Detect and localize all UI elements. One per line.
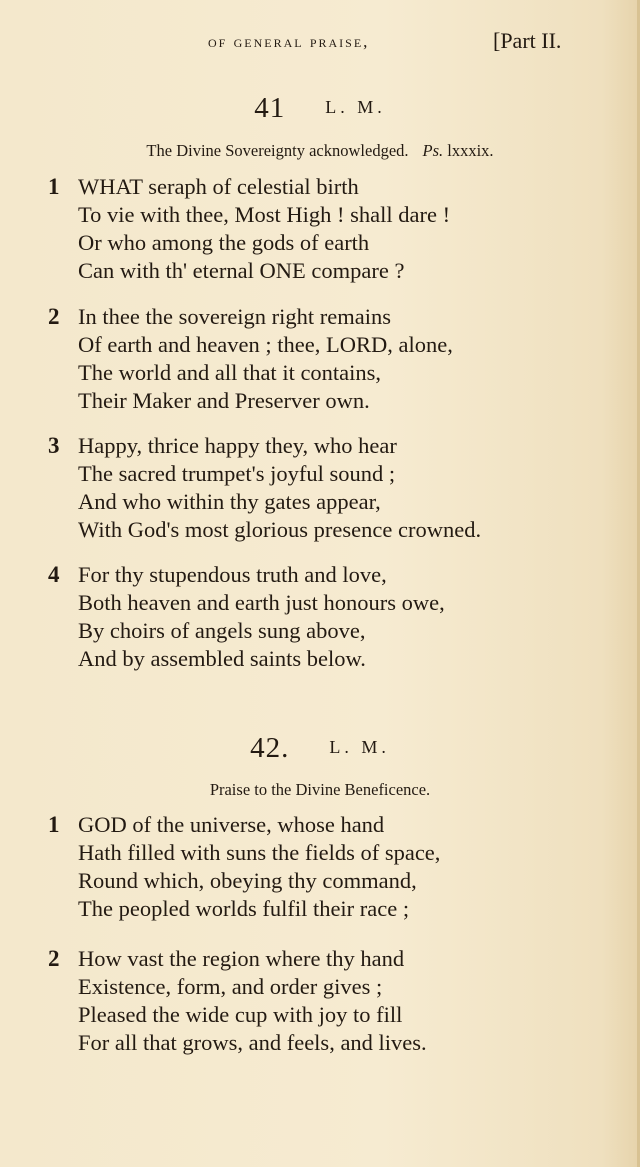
- verse-line: In thee the sovereign right remains: [78, 304, 392, 329]
- verse-line: WHAT seraph of celestial birth: [78, 174, 359, 199]
- verse-line: GOD of the universe, whose hand: [78, 812, 385, 837]
- hymn-heading: [0, 732, 640, 765]
- verse-line: By choirs of angels sung above,: [78, 618, 366, 643]
- verse-line: Can with th' eternal ONE compare ?: [78, 258, 405, 283]
- verse-line: The peopled worlds fulfil their race ;: [78, 896, 410, 921]
- verse-line: For thy stupendous truth and love,: [78, 562, 387, 587]
- verse-line: Existence, form, and order gives ;: [78, 974, 383, 999]
- hymn-title-text: The Divine Sovereignty acknowledged.: [146, 141, 409, 160]
- reference-number: lxxxix.: [447, 141, 494, 160]
- hymn-number: 41: [254, 92, 286, 124]
- hymn-heading: [0, 92, 640, 125]
- stanza-number: 4: [48, 562, 60, 587]
- verse-line: For all that grows, and feels, and lives.: [78, 1030, 427, 1055]
- stanza: [48, 561, 608, 673]
- verse-line: Round which, obeying thy command,: [78, 868, 417, 893]
- verse-line: Both heaven and earth just honours owe,: [78, 590, 445, 615]
- verse-line: The sacred trumpet's joyful sound ;: [78, 461, 396, 486]
- reference-book: Ps.: [422, 141, 444, 160]
- running-head-title: of general praise,: [208, 32, 370, 51]
- verse-line: And by assembled saints below.: [78, 646, 366, 671]
- hymn-meter: L. M.: [325, 97, 386, 117]
- hymn-title-text: Praise to the Divine Beneficence.: [209, 780, 431, 799]
- verse-line: Happy, thrice happy they, who hear: [78, 433, 397, 458]
- hymn-number: 42.: [250, 732, 290, 764]
- stanza-number: 2: [48, 946, 60, 971]
- verse-line: Of earth and heaven ; thee, LORD, alone,: [78, 332, 453, 357]
- running-head-part: [Part II.: [493, 28, 562, 53]
- running-head: [0, 28, 640, 58]
- stanza: [48, 945, 608, 1057]
- scripture-reference: [423, 141, 494, 160]
- verse-line: Or who among the gods of earth: [78, 230, 370, 255]
- stanza: [48, 432, 608, 544]
- stanza: [48, 811, 608, 923]
- verse-line: To vie with thee, Most High ! shall dare !: [78, 202, 451, 227]
- stanza-number: 1: [48, 812, 60, 837]
- verse-line: Their Maker and Preserver own.: [78, 388, 370, 413]
- stanza-number: 3: [48, 433, 60, 458]
- stanza-number: 1: [48, 174, 60, 199]
- hymn-title: [0, 141, 640, 161]
- stanza-number: 2: [48, 304, 60, 329]
- verse-line: And who within thy gates appear,: [78, 489, 381, 514]
- verse-line: How vast the region where thy hand: [78, 946, 405, 971]
- verse-line: With God's most glorious presence crowned.: [78, 517, 482, 542]
- verse-line: Pleased the wide cup with joy to fill: [78, 1002, 403, 1027]
- hymn-meter: L. M.: [329, 737, 390, 757]
- stanza: [48, 173, 608, 285]
- verse-line: The world and all that it contains,: [78, 360, 382, 385]
- stanza: [48, 303, 608, 415]
- verse-line: Hath filled with suns the fields of space,: [78, 840, 441, 865]
- hymn-title: [0, 780, 640, 800]
